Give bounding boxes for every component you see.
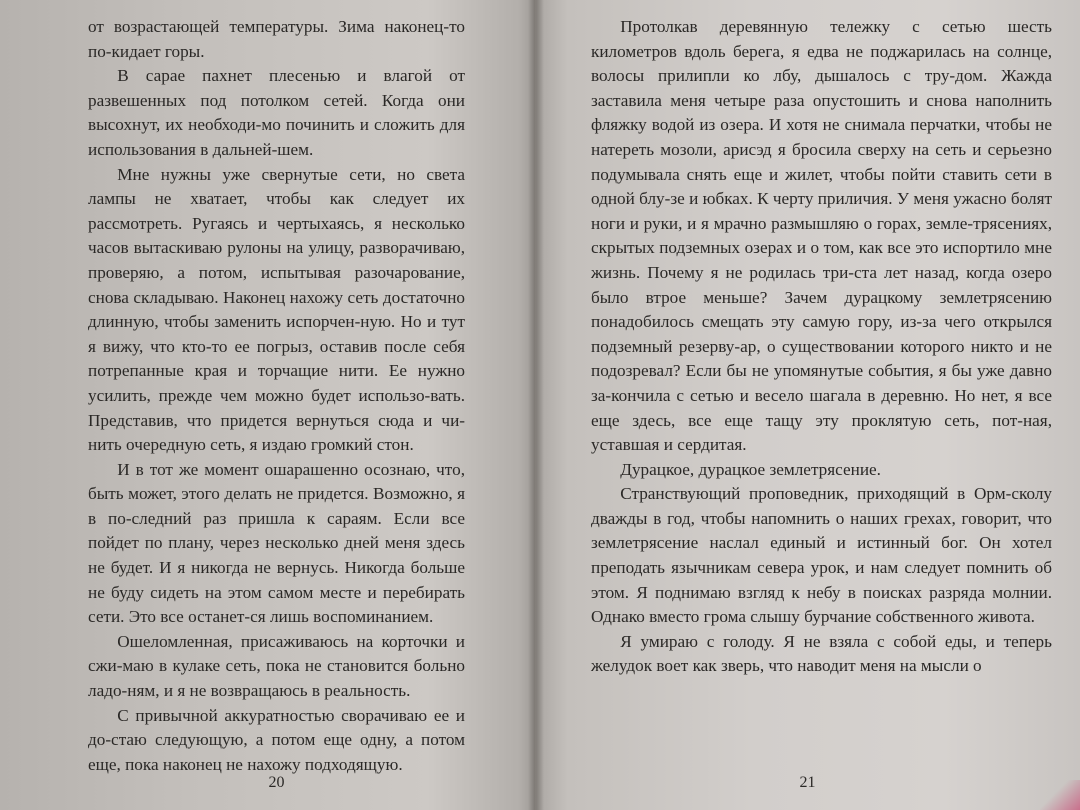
paragraph: С привычной аккуратностью сворачиваю ее и до-стаю следующую, а потом еще одну, а потом еще, пока наконец не нахожу подходящую. — [88, 705, 465, 774]
paragraph: Я умираю с голоду. Я не взяла с собой еды, и теперь желудок воет как зверь, что наводит меня на мысли о — [591, 631, 1052, 676]
page-number: 20 — [268, 774, 285, 791]
right-page — [535, 0, 1080, 810]
left-page-text — [88, 15, 465, 777]
left-page — [0, 0, 535, 810]
paragraph: Ошеломленная, присаживаюсь на корточки и сжи-маю в кулаке сеть, пока не становится больно ладо-ням, и я не возвращаюсь в реальность. — [88, 631, 465, 701]
paragraph: Протолкав деревянную тележку с сетью шесть километров вдоль берега, я едва не поджарилась на солнце, волосы прилипли ко лбу, дышалось с тру-дом. Жажда заставила меня четыре раза опустошить и снова наполнить фляжку водой из озера. И хотя не снимала перчатки, чтобы не натереть мозоли, арисэд я бросила сверху на сеть и серьезно подумывала снять еще и жилет, чтобы пойти ставить сети в одной блу-зе и юбках. К черту приличия. У меня ужасно болят ноги и руки, и я мрачно размышляю о горах, земле-трясениях, скрытых подземных озерах и о том, как все это испортило мне жизнь. Почему я не родилась три-ста лет назад, когда озеро было втрое меньше? Зачем дурацкому землетрясению понадобилось смещать эту самую гору, из-за чего открылся подземный резерву-ар, о существовании которого никто и не подозревал? Если бы не упомянутые события, я бы уже давно за-кончила с сетью и весело шагала в деревню. Но нет, я все еще здесь, все еще тащу эту проклятую сеть, пот-ная, уставшая и сердитая. — [591, 17, 1052, 455]
paragraph: Дурацкое, дурацкое землетрясение. — [620, 459, 881, 479]
paragraph: Мне нужны уже свернутые сети, но света лампы не хватает, чтобы как следует их рассмотреть. Ругаясь и чертыхаясь, я несколько часов вытаскиваю рулоны на улицу, разворачиваю, проверяю, а потом, испытывая разочарование, снова складываю. Наконец нахожу сеть достаточно длинную, чтобы заменить испорчен-ную. Но и тут я вижу, что кто-то ее погрыз, оставив после себя потрепанные края и торчащие нити. Ее нужно усилить, прежде чем можно будет использо-вать. Представив, что придется вернуться сюда и чи-нить очередную сеть, я издаю громкий стон. — [88, 164, 465, 455]
page-number: 21 — [799, 774, 816, 791]
book-gutter — [528, 0, 544, 810]
paragraph: от возрастающей температуры. Зима наконец-то по-кидает горы. — [88, 17, 465, 61]
right-page-text — [591, 15, 1052, 679]
paragraph: Странствующий проповедник, приходящий в Орм-сколу дважды в год, чтобы напомнить о наших грехах, говорит, что землетрясение наслал единый и истинный бог. Он хотел преподать язычникам севера урок, и нам следует помнить об этом. Я поднимаю взгляд к небу в поисках разряда молнии. Однако вместо грома слышу бурчание собственного живота. — [591, 484, 1052, 627]
paragraph: В сарае пахнет плесенью и влагой от развешенных под потолком сетей. Когда они высохнут, их необходи-мо починить и сложить для использования в дальней-шем. — [88, 66, 465, 159]
paragraph: И в тот же момент ошарашенно осознаю, что, быть может, этого делать не придется. Возможно, я в по-следний раз пришла к сараям. Если все пойдет по плану, через несколько дней меня здесь не будет. И я никогда не вернусь. Никогда больше не буду сидеть на этом самом месте и перебирать сети. Это все останет-ся лишь воспоминанием. — [88, 459, 465, 627]
bookmark-corner — [1040, 780, 1080, 810]
